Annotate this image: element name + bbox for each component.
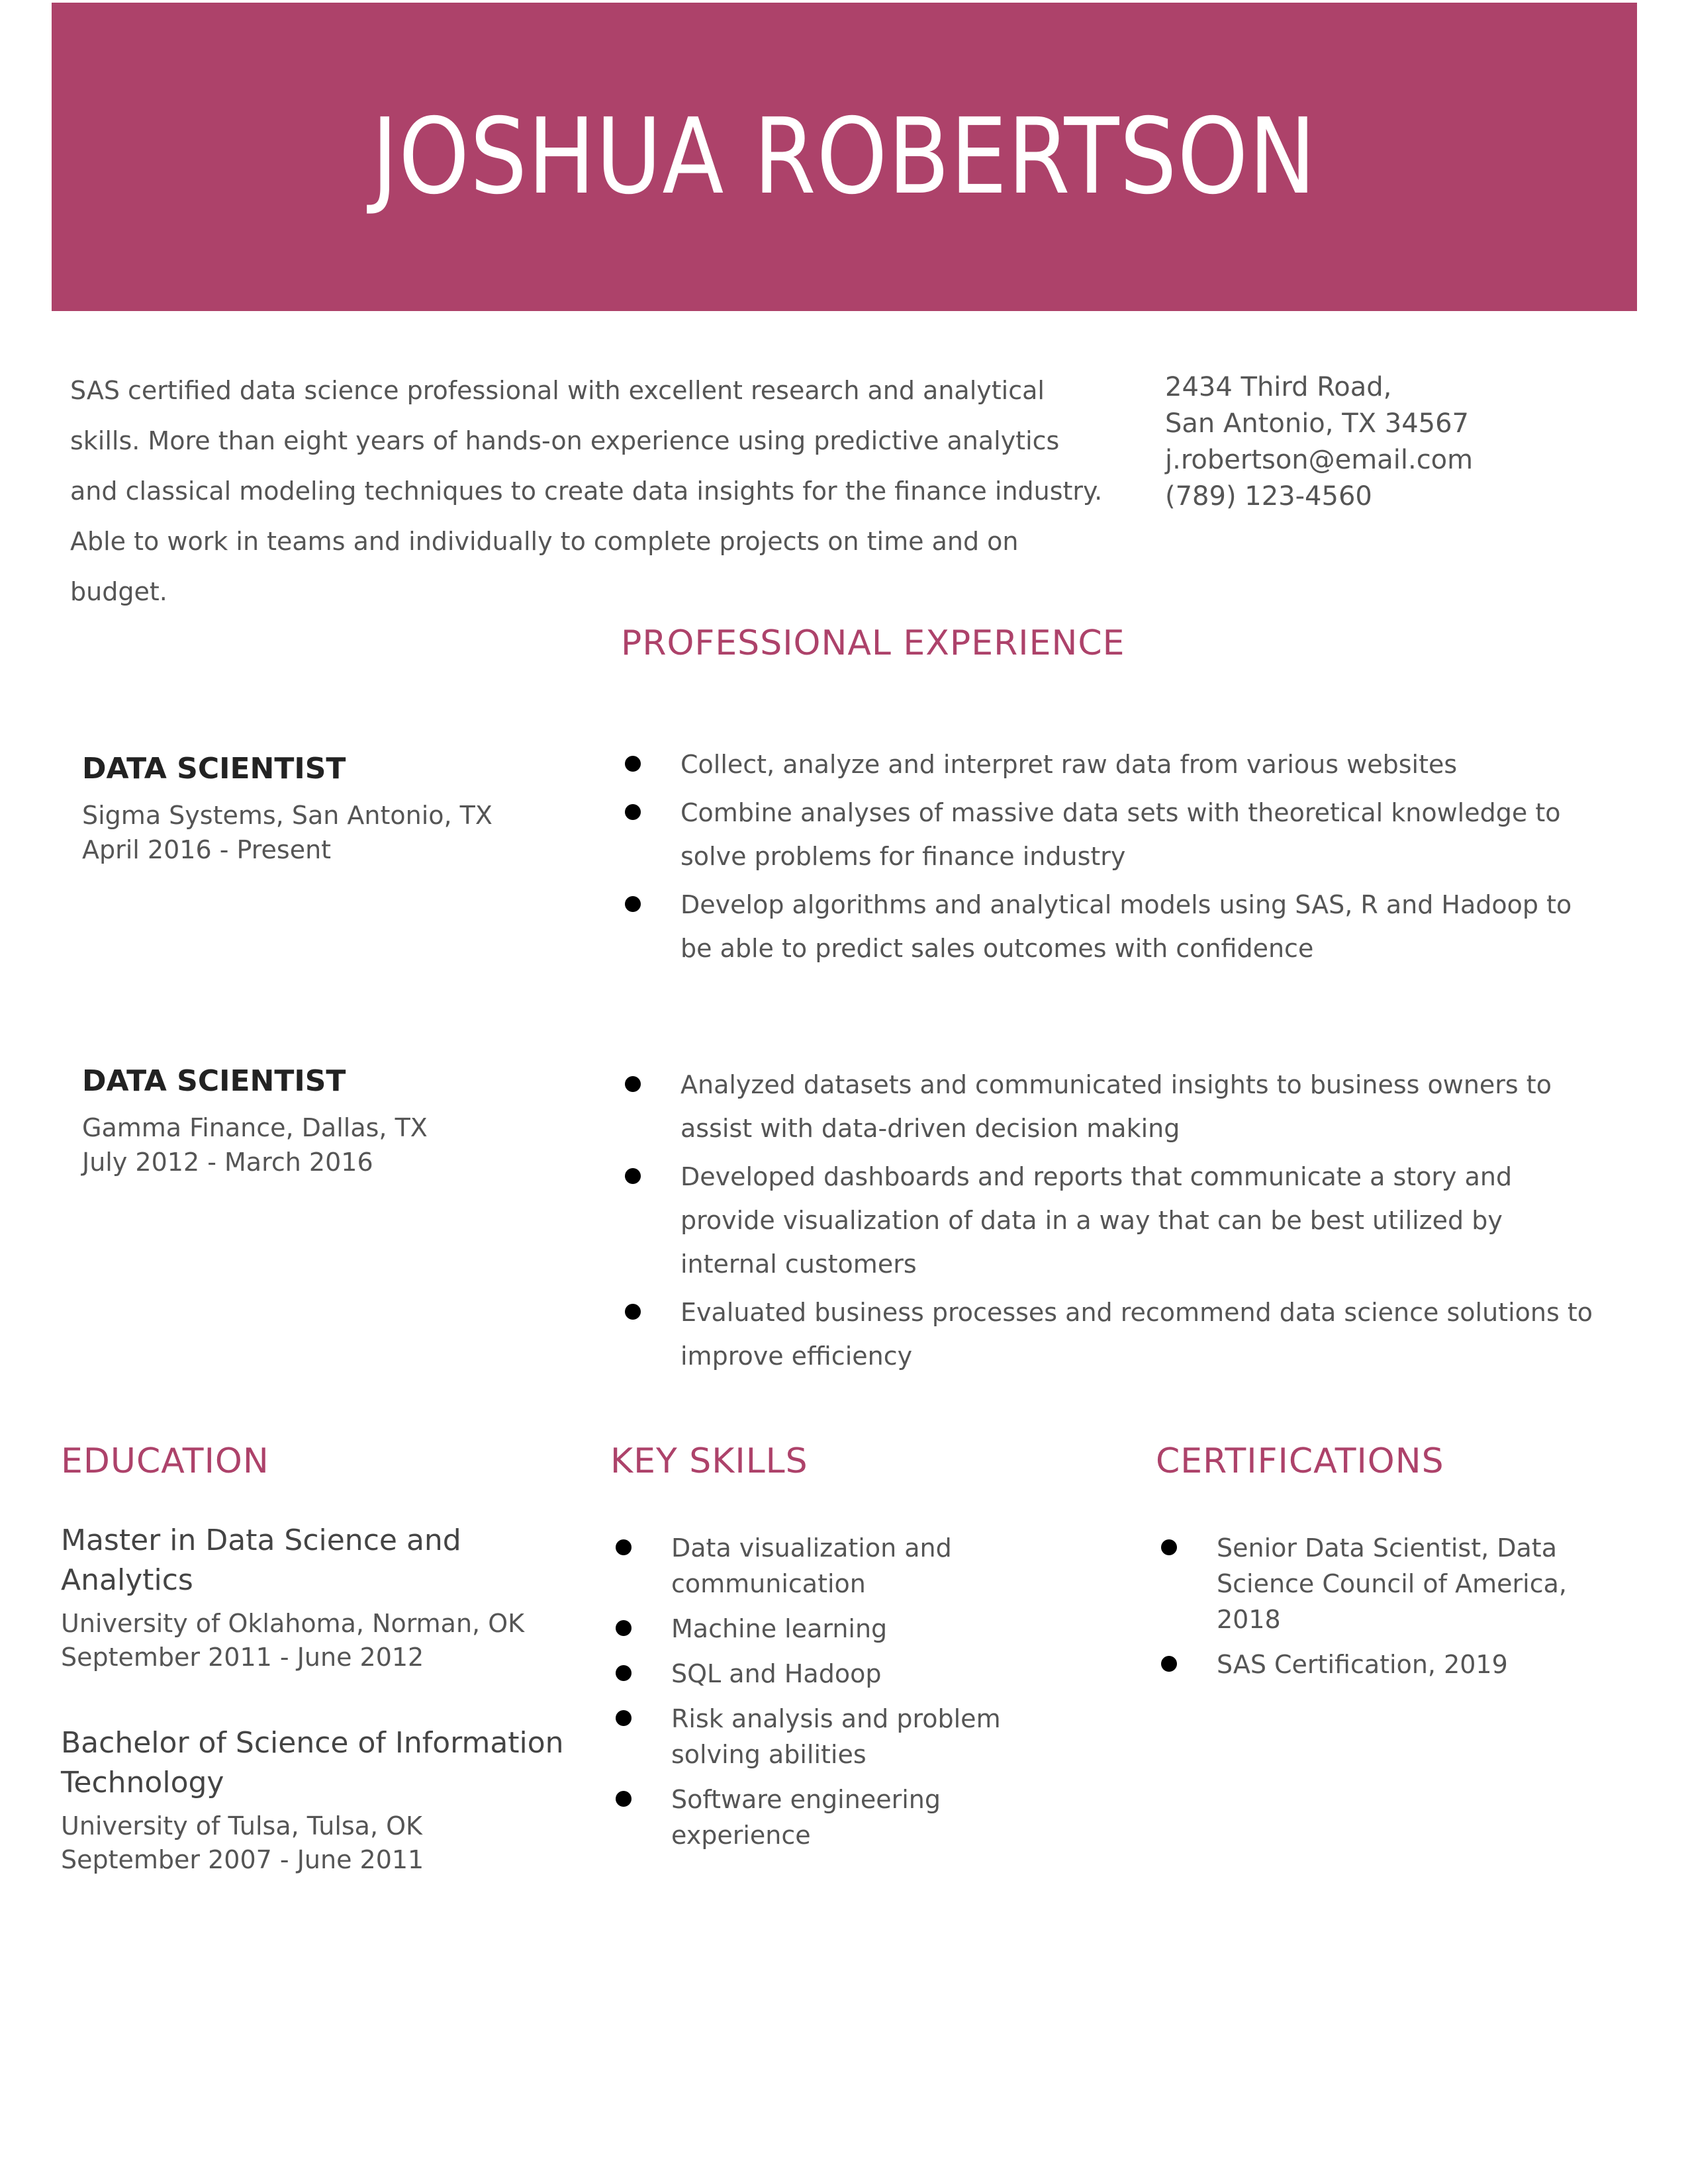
bullet-icon: [616, 1620, 632, 1636]
skills-section-title: KEY SKILLS: [610, 1441, 808, 1481]
certifications-section-title: CERTIFICATIONS: [1156, 1441, 1444, 1481]
job-1-company: Sigma Systems, San Antonio, TX: [82, 801, 492, 830]
list-item: Develop algorithms and analytical models using SAS, R and Hadoop to be able to predict sales outcomes with confidence: [625, 883, 1598, 970]
experience-section-title: PROFESSIONAL EXPERIENCE: [621, 623, 1125, 663]
job-1-role: DATA SCIENTIST: [82, 752, 346, 786]
phone-number: (789) 123-4560: [1165, 481, 1372, 512]
job-2-dates: July 2012 - March 2016: [82, 1148, 373, 1177]
education-2-dates: September 2007 - June 2011: [61, 1845, 424, 1874]
list-item: Combine analyses of massive data sets with theoretical knowledge to solve problems for finance industry: [625, 791, 1598, 878]
professional-summary: SAS certified data science professional with excellent research and analytical skills. More than eight years of hands-on experience using predictive analytics and classical modeling techniques to create data insights for the finance industry. Able to work in teams and individually to complete projects on time and on budget.: [70, 376, 1103, 606]
job-2-meta: [82, 1111, 428, 1179]
bullet-icon: [616, 1665, 632, 1681]
job-1-bullets: [625, 743, 1598, 975]
header-banner: [52, 3, 1637, 311]
list-item: SQL and Hadoop: [616, 1656, 1079, 1692]
bullet-icon: [625, 1076, 641, 1092]
bullet-icon: [616, 1539, 632, 1555]
education-1-dates: September 2011 - June 2012: [61, 1643, 424, 1672]
job-1-dates: April 2016 - Present: [82, 835, 332, 864]
education-1-degree: Master in Data Science and Analytics: [61, 1524, 461, 1597]
certifications-list: [1161, 1530, 1624, 1692]
job-1-meta: [82, 798, 492, 867]
list-item: Software engineering experience: [616, 1782, 1079, 1853]
list-item: Risk analysis and problem solving abilities: [616, 1701, 1079, 1772]
bullet-icon: [625, 896, 641, 912]
education-1-meta: [61, 1607, 524, 1674]
bullet-icon: [625, 804, 641, 820]
skills-list: [616, 1530, 1079, 1862]
bullet-icon: [1161, 1539, 1177, 1555]
education-1-school: University of Oklahoma, Norman, OK: [61, 1609, 525, 1638]
email-address: j.robertson@email.com: [1165, 445, 1474, 475]
bullet-icon: [616, 1791, 632, 1807]
list-item: Machine learning: [616, 1611, 1079, 1647]
candidate-name: JOSHUA ROBERTSON: [371, 96, 1317, 218]
bullet-icon: [625, 1304, 641, 1320]
job-2-company: Gamma Finance, Dallas, TX: [82, 1113, 428, 1142]
job-2-role: DATA SCIENTIST: [82, 1064, 346, 1098]
education-2-degree: Bachelor of Science of Information Technology: [61, 1726, 564, 1799]
contact-info: [1165, 369, 1595, 515]
list-item: Collect, analyze and interpret raw data from various websites: [625, 743, 1598, 786]
list-item: Data visualization and communication: [616, 1530, 1079, 1602]
list-item: SAS Certification, 2019: [1161, 1647, 1624, 1682]
bullet-icon: [616, 1710, 632, 1726]
education-section-title: EDUCATION: [61, 1441, 269, 1481]
list-item: Evaluated business processes and recommend data science solutions to improve efficiency: [625, 1291, 1598, 1378]
bullet-icon: [625, 756, 641, 772]
address-line-2: San Antonio, TX 34567: [1165, 408, 1470, 439]
list-item: Developed dashboards and reports that communicate a story and provide visualization of data in a way that can be best utilized by internal customers: [625, 1155, 1598, 1286]
bullet-icon: [1161, 1656, 1177, 1672]
list-item: Analyzed datasets and communicated insights to business owners to assist with data-driven decision making: [625, 1063, 1598, 1150]
job-2-bullets: [625, 1063, 1598, 1383]
education-2-meta: [61, 1809, 424, 1877]
education-2-school: University of Tulsa, Tulsa, OK: [61, 1811, 422, 1841]
bullet-icon: [625, 1168, 641, 1184]
list-item: Senior Data Scientist, Data Science Council of America, 2018: [1161, 1530, 1624, 1637]
address-line-1: 2434 Third Road,: [1165, 372, 1392, 402]
